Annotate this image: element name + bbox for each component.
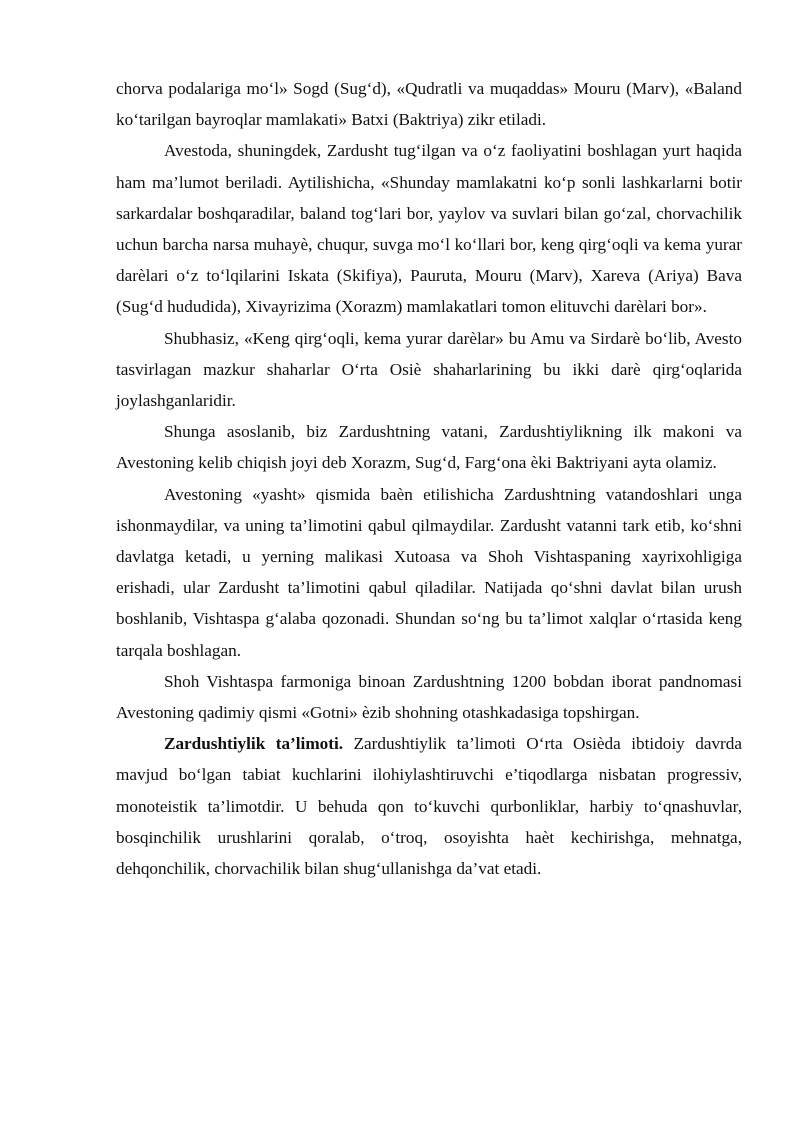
paragraph-continuation — [116, 73, 742, 135]
paragraph-text: Shubhasiz, «Keng qirg‘oqli, kema yurar darèlar» bu Amu va Sirdarè bo‘lib, Avesto tasvirlagan mazkur shaharlar O‘rta Osiè shaharlarining bu ikki darè qirg‘oqlarida joylashganlaridir. — [116, 328, 742, 411]
paragraph-vishtaspa — [116, 666, 742, 728]
paragraph-text: Zardushtiylik ta’limoti O‘rta Osièda ibtidoiy davrda mavjud bo‘lgan tabiat kuchlarini ilohiylashtiruvchi e’tiqodlarga nisbatan progressiv, monoteistik ta’limotdir. U behuda qon to‘kuvchi qurbonliklar, harbiy to‘qnashuvlar, bosqinchilik urushlarini qoralab, o‘troq, osoyishta haèt kechirishga, mehnatga, dehqonchilik, chorvachilik bilan shug‘ullanishga da’vat etadi. — [116, 734, 742, 879]
document-page — [116, 73, 742, 884]
paragraph-text: Shunga asoslanib, biz Zardushtning vatani, Zardushtiylikning ilk makoni va Avestoning kelib chiqish joyi deb Xorazm, Sug‘d, Farg‘ona èki Baktriyani ayta olamiz. — [116, 422, 742, 473]
paragraph-text: Avestoning «yasht» qismida baèn etilishicha Zardushtning vatandoshlari unga ishonmaydilar, va uning ta’limotini qabul qilmaydilar. Zardusht vatanni tark etib, ko‘shni davlatga ketadi, u yerning malikasi Xutoasa va Shoh Vishtaspaning xayrixohligiga erishadi, ular Zardusht ta’limotini qabul qiladilar. Natijada qo‘shni davlat bilan urush boshlanib, Vishtaspa g‘alaba qozonadi. Shundan so‘ng bu ta’limot xalqlar o‘rtasida keng tarqala boshlagan. — [116, 484, 742, 660]
paragraph-rivers — [116, 323, 742, 417]
section-term: Zardushtiylik ta’limoti. — [164, 734, 344, 754]
paragraph-yasht — [116, 479, 742, 666]
paragraph-text: Shoh Vishtaspa farmoniga binoan Zardushtning 1200 bobdan iborat pandnomasi Avestoning qadimiy qismi «Gotni» èzib shohning otashkadasiga topshirgan. — [116, 671, 742, 723]
paragraph-zardusht-homeland — [116, 135, 742, 322]
paragraph-teaching — [116, 728, 742, 884]
paragraph-conclusion — [116, 416, 742, 478]
paragraph-text: Avestoda, shuningdek, Zardusht tug‘ilgan va o‘z faoliyatini boshlagan yurt haqida ham ma’lumot beriladi. Aytilishicha, «Shunday mamlakatni ko‘p sonli lashkarlarni botir sarkardalar boshqaradilar, baland tog‘lari bor, yaylov va suvlari bilan go‘zal, chorvachilik uchun barcha narsa muhayè, chuqur, suvga mo‘l ko‘llari bor, keng qirg‘oqli va kema yurar darèlari o‘z to‘lqilarini Iskata (Skifiya), Pauruta, Mouru (Marv), Xareva (Ariya) Bava (Sug‘d hududida), Xivayrizima (Xorazm) mamlakatlari tomon elituvchi darèlari bor». — [116, 141, 742, 317]
paragraph-text: chorva podalariga mo‘l» Sogd (Sug‘d), «Qudratli va muqaddas» Mouru (Marv), «Baland ko‘tarilgan bayroqlar mamlakati» Batxi (Baktriya) zikr etiladi. — [116, 79, 742, 130]
